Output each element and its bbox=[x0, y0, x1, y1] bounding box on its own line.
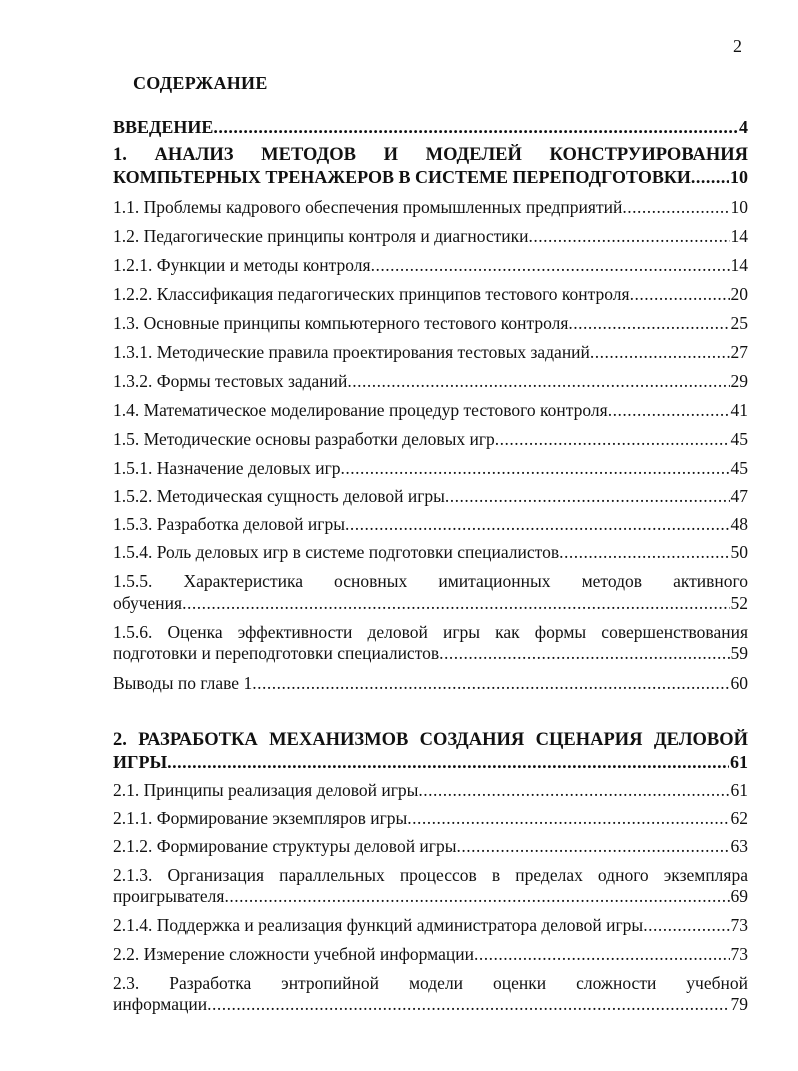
dot-leader bbox=[345, 513, 730, 535]
entry-title: 1.5.2. Методическая сущность деловой игры bbox=[113, 486, 445, 506]
page-number: 2 bbox=[733, 36, 742, 56]
toc-entry[interactable] bbox=[113, 428, 748, 450]
entry-page: 52 bbox=[730, 593, 748, 613]
entry-title: проигрывателя bbox=[113, 886, 225, 906]
dot-leader bbox=[495, 428, 730, 450]
toc-entry-line1[interactable]: 1. АНАЛИЗ МЕТОДОВ И МОДЕЛЕЙ КОНСТРУИРОВАНИЯ bbox=[113, 145, 748, 165]
dot-leader bbox=[608, 399, 730, 421]
toc-entry-line1[interactable]: 1.5.5. Характеристика основных имитационных методов активного bbox=[113, 571, 748, 591]
entry-title: подготовки и переподготовки специалистов bbox=[113, 643, 440, 663]
toc-entry[interactable] bbox=[113, 592, 748, 614]
dot-leader bbox=[182, 592, 729, 614]
entry-title: 1.2.2. Классификация педагогических принципов тестового контроля bbox=[113, 284, 630, 304]
dot-leader bbox=[622, 196, 729, 218]
dot-leader bbox=[167, 751, 729, 773]
entry-title: 2.1.2. Формирование структуры деловой игры bbox=[113, 836, 457, 856]
entry-page: 69 bbox=[730, 886, 748, 906]
entry-page: 61 bbox=[730, 752, 748, 772]
toc-entry[interactable] bbox=[113, 341, 748, 363]
entry-page: 45 bbox=[730, 458, 748, 478]
entry-title: информации bbox=[113, 994, 208, 1014]
entry-title: ВВЕДЕНИЕ bbox=[113, 117, 214, 137]
entry-title: 1.5.4. Роль деловых игр в системе подготовки специалистов bbox=[113, 542, 560, 562]
entry-page: 48 bbox=[730, 514, 748, 534]
toc-entry-line1[interactable]: 2.1.3. Организация параллельных процессов в пределах одного экземпляра bbox=[113, 865, 748, 885]
dot-leader bbox=[418, 779, 729, 801]
entry-page: 73 bbox=[730, 944, 748, 964]
toc-entry[interactable] bbox=[113, 399, 748, 421]
toc-entry[interactable] bbox=[113, 370, 748, 392]
toc-entry-line1[interactable]: 2.3. Разработка энтропийной модели оценки сложности учебной bbox=[113, 973, 748, 993]
dot-leader bbox=[439, 642, 729, 664]
entry-page: 29 bbox=[730, 371, 748, 391]
dot-leader bbox=[456, 835, 729, 857]
toc-entry[interactable] bbox=[113, 885, 748, 907]
entry-title: 2.2. Измерение сложности учебной информации bbox=[113, 944, 474, 964]
dot-leader bbox=[590, 341, 730, 363]
dot-leader bbox=[630, 283, 730, 305]
entry-title: 1.3. Основные принципы компьютерного тестового контроля bbox=[113, 313, 569, 333]
dot-leader bbox=[529, 225, 730, 247]
toc-entry-line1[interactable]: 2. РАЗРАБОТКА МЕХАНИЗМОВ СОЗДАНИЯ СЦЕНАРИЯ ДЕЛОВОЙ bbox=[113, 730, 748, 750]
toc-entry[interactable] bbox=[113, 914, 748, 936]
dot-leader bbox=[407, 807, 729, 829]
toc-entry[interactable] bbox=[113, 485, 748, 507]
entry-title: 1.4. Математическое моделирование процедур тестового контроля bbox=[113, 400, 608, 420]
dot-leader bbox=[371, 254, 730, 276]
dot-leader bbox=[252, 672, 729, 694]
entry-title: 2.1.1. Формирование экземпляров игры bbox=[113, 808, 408, 828]
dot-leader bbox=[474, 943, 730, 965]
entry-page: 47 bbox=[730, 486, 748, 506]
entry-page: 20 bbox=[730, 284, 748, 304]
toc-entry[interactable] bbox=[113, 642, 748, 664]
dot-leader bbox=[213, 116, 738, 138]
dot-leader bbox=[207, 993, 729, 1015]
entry-page: 60 bbox=[730, 673, 748, 693]
toc-title: СОДЕРЖАНИЕ bbox=[133, 73, 268, 93]
toc-entry[interactable] bbox=[113, 943, 748, 965]
toc-entry[interactable] bbox=[113, 283, 748, 305]
toc-entry-line1[interactable]: 1.5.6. Оценка эффективности деловой игры как формы совершенствования bbox=[113, 622, 748, 642]
entry-page: 4 bbox=[739, 117, 748, 137]
entry-page: 59 bbox=[730, 643, 748, 663]
entry-page: 63 bbox=[730, 836, 748, 856]
entry-title: обучения bbox=[113, 593, 183, 613]
entry-page: 14 bbox=[730, 255, 748, 275]
entry-title: 1.3.1. Методические правила проектирования тестовых заданий bbox=[113, 342, 590, 362]
toc-entry[interactable] bbox=[113, 312, 748, 334]
entry-title: 1.5. Методические основы разработки деловых игр bbox=[113, 429, 495, 449]
toc-entry[interactable] bbox=[113, 513, 748, 535]
entry-title: 1.2. Педагогические принципы контроля и диагностики bbox=[113, 226, 529, 246]
dot-leader bbox=[559, 541, 729, 563]
toc-entry[interactable] bbox=[113, 196, 748, 218]
entry-title: 1.5.3. Разработка деловой игры bbox=[113, 514, 345, 534]
entry-title: 1.1. Проблемы кадрового обеспечения промышленных предприятий bbox=[113, 197, 623, 217]
toc-entry[interactable] bbox=[113, 457, 748, 479]
toc-entry[interactable] bbox=[113, 993, 748, 1015]
dot-leader bbox=[347, 370, 729, 392]
entry-title: КОМПЬТЕРНЫХ ТРЕНАЖЕРОВ В СИСТЕМЕ ПЕРЕПОДГОТОВКИ bbox=[113, 167, 691, 187]
entry-page: 25 bbox=[730, 313, 748, 333]
dot-leader bbox=[691, 166, 729, 188]
entry-page: 41 bbox=[730, 400, 748, 420]
entry-page: 50 bbox=[730, 542, 748, 562]
entry-page: 79 bbox=[730, 994, 748, 1014]
toc-entry[interactable] bbox=[113, 751, 748, 773]
toc-entry[interactable] bbox=[113, 807, 748, 829]
entry-page: 10 bbox=[730, 167, 748, 187]
toc-entry[interactable] bbox=[113, 541, 748, 563]
toc-entry[interactable] bbox=[113, 166, 748, 188]
entry-title: 1.2.1. Функции и методы контроля bbox=[113, 255, 371, 275]
entry-title: 1.5.1. Назначение деловых игр bbox=[113, 458, 341, 478]
entry-title: 2.1. Принципы реализация деловой игры bbox=[113, 780, 419, 800]
dot-leader bbox=[568, 312, 729, 334]
toc-entry[interactable] bbox=[113, 225, 748, 247]
toc-entry[interactable] bbox=[113, 779, 748, 801]
entry-page: 73 bbox=[730, 915, 748, 935]
entry-title: 2.1.4. Поддержка и реализация функций администратора деловой игры bbox=[113, 915, 644, 935]
entry-title: 1.3.2. Формы тестовых заданий bbox=[113, 371, 348, 391]
dot-leader bbox=[643, 914, 729, 936]
entry-page: 61 bbox=[730, 780, 748, 800]
entry-page: 10 bbox=[730, 197, 748, 217]
entry-title: ИГРЫ bbox=[113, 752, 168, 772]
entry-page: 14 bbox=[730, 226, 748, 246]
dot-leader bbox=[341, 457, 730, 479]
toc-entry[interactable] bbox=[113, 672, 748, 694]
toc-entry[interactable] bbox=[113, 116, 748, 138]
entry-page: 45 bbox=[730, 429, 748, 449]
dot-leader bbox=[224, 885, 729, 907]
toc-entry[interactable] bbox=[113, 835, 748, 857]
dot-leader bbox=[445, 485, 730, 507]
toc-entry[interactable] bbox=[113, 254, 748, 276]
entry-page: 62 bbox=[730, 808, 748, 828]
entry-title: Выводы по главе 1 bbox=[113, 673, 253, 693]
entry-page: 27 bbox=[730, 342, 748, 362]
